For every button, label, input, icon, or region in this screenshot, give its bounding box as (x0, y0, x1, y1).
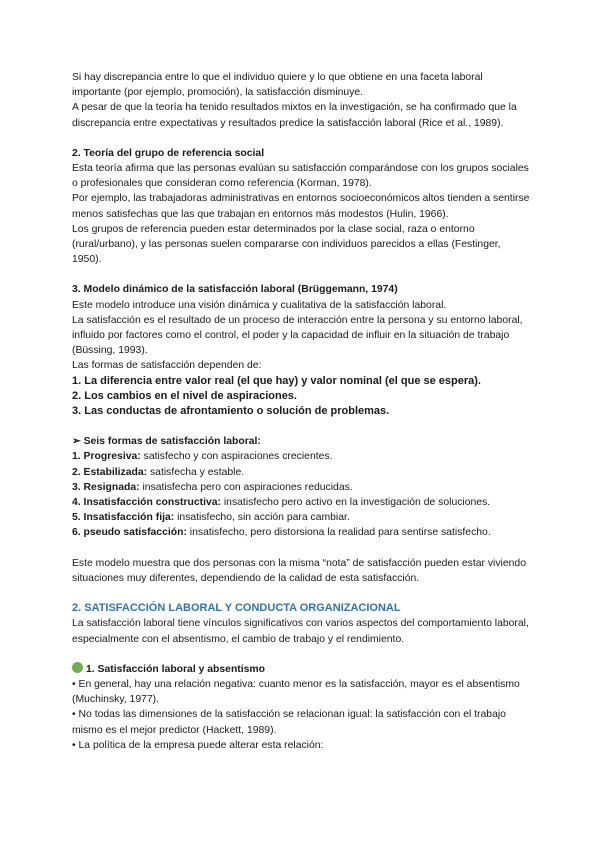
factor-item: 1. La diferencia entre valor real (el que hay) y valor nominal (el que se espera). (72, 374, 481, 387)
theory3-paragraph-3: Las formas de satisfacción dependen de: (72, 360, 262, 372)
form-item-label: 4. Insatisfacción constructiva: (72, 497, 221, 509)
bullet-item: • La política de la empresa puede alterar esta relación: (72, 739, 324, 751)
form-item (72, 480, 532, 495)
intro-paragraph-2: A pesar de que la teoría ha tenido resultados mixtos en la investigación, se ha confirmado que la discrepancia entre expectativas y resultados predice la satisfacción laboral (Rice et al., 1989). (72, 102, 517, 129)
theory3-paragraph-2: La satisfacción es el resultado de un proceso de interacción entre la persona y su entorno laboral, influido por factores como el control, el poder y la capacidad de influir en la situación de trabajo (Büssing, 1993). (72, 314, 523, 357)
theory2-title: 2. Teoría del grupo de referencia social (72, 147, 265, 159)
form-item-text: insatisfecho, sin acción para cambiar. (174, 512, 350, 524)
form-item-label: 2. Estabilizada: (72, 466, 148, 478)
page-content (72, 70, 532, 753)
absentismo-subtitle-text: 1. Satisfacción laboral y absentismo (86, 663, 266, 675)
factor-item: 3. Las conductas de afrontamiento o solución de problemas. (72, 405, 390, 418)
form-item (72, 510, 532, 525)
section2-paragraph: La satisfacción laboral tiene vínculos significativos con varios aspectos del comportamiento laboral, especialmente con el absentismo, el cambio de trabajo y el rendimiento. (72, 618, 529, 645)
forms-conclusion: Este modelo muestra que dos personas con la misma “nota” de satisfacción pueden estar viviendo situaciones muy diferentes, dependiendo de la calidad de esta satisfacción. (72, 557, 526, 584)
theory2-paragraph-2: Por ejemplo, las trabajadoras administrativas en entornos socioeconómicos altos tienden a sentirse menos satisfechas que las que trabajan en entornos más modestos (Hulin, 1966). (72, 193, 530, 220)
theory3-paragraph-1: Este modelo introduce una visión dinámica y cualitativa de la satisfacción laboral. (72, 299, 447, 311)
form-item-text: insatisfecha pero con aspiraciones reducidas. (139, 481, 353, 493)
forms-title: ➢ Seis formas de satisfacción laboral: (72, 436, 261, 448)
form-item-label: 6. pseudo satisfacción: (72, 527, 187, 539)
section2-heading: 2. SATISFACCIÓN LABORAL Y CONDUCTA ORGANIZACIONAL (72, 602, 401, 615)
bullet-item: • En general, hay una relación negativa: cuanto menor es la satisfacción, mayor es el absentismo (Muchinsky, 1977). (72, 678, 520, 706)
form-item (72, 465, 532, 480)
form-item-label: 3. Resignada: (72, 481, 140, 493)
green-circle-icon (72, 662, 83, 673)
form-item (72, 525, 532, 540)
form-item-label: 5. Insatisfacción fija: (72, 512, 175, 524)
form-item-label: 1. Progresiva: (72, 451, 141, 463)
form-item-text: satisfecho y con aspiraciones crecientes. (140, 451, 333, 463)
theory3-title: 3. Modelo dinámico de la satisfacción laboral (Brüggemann, 1974) (72, 284, 398, 296)
form-item-text: insatisfecho pero activo en la investigación de soluciones. (220, 497, 491, 509)
form-item (72, 495, 532, 510)
form-item (72, 449, 532, 464)
form-item-text: satisfecha y estable. (147, 466, 245, 478)
form-item-text: insatisfecho, pero distorsiona la realidad para sentirse satisfecho. (186, 527, 491, 539)
theory2-paragraph-3: Los grupos de referencia pueden estar determinados por la clase social, raza o entorno (rural/urbano), y las personas suelen compararse con individuos parecidos a ellas (Festinger, 1950). (72, 223, 501, 266)
intro-paragraph-1: Si hay discrepancia entre lo que el individuo quiere y lo que obtiene en una faceta laboral importante (por ejemplo, promoción), la satisfacción disminuye. (72, 72, 483, 99)
absentismo-subtitle (72, 662, 532, 677)
factor-item: 2. Los cambios en el nivel de aspiraciones. (72, 389, 297, 402)
bullet-item: • No todas las dimensiones de la satisfacción se relacionan igual: la satisfacción con el trabajo mismo es el mejor predictor (Hackett, 1989). (72, 709, 506, 736)
theory2-paragraph-1: Esta teoría afirma que las personas evalúan su satisfacción comparándose con los grupos sociales o profesionales que consideran como referencia (Korman, 1978). (72, 163, 529, 190)
